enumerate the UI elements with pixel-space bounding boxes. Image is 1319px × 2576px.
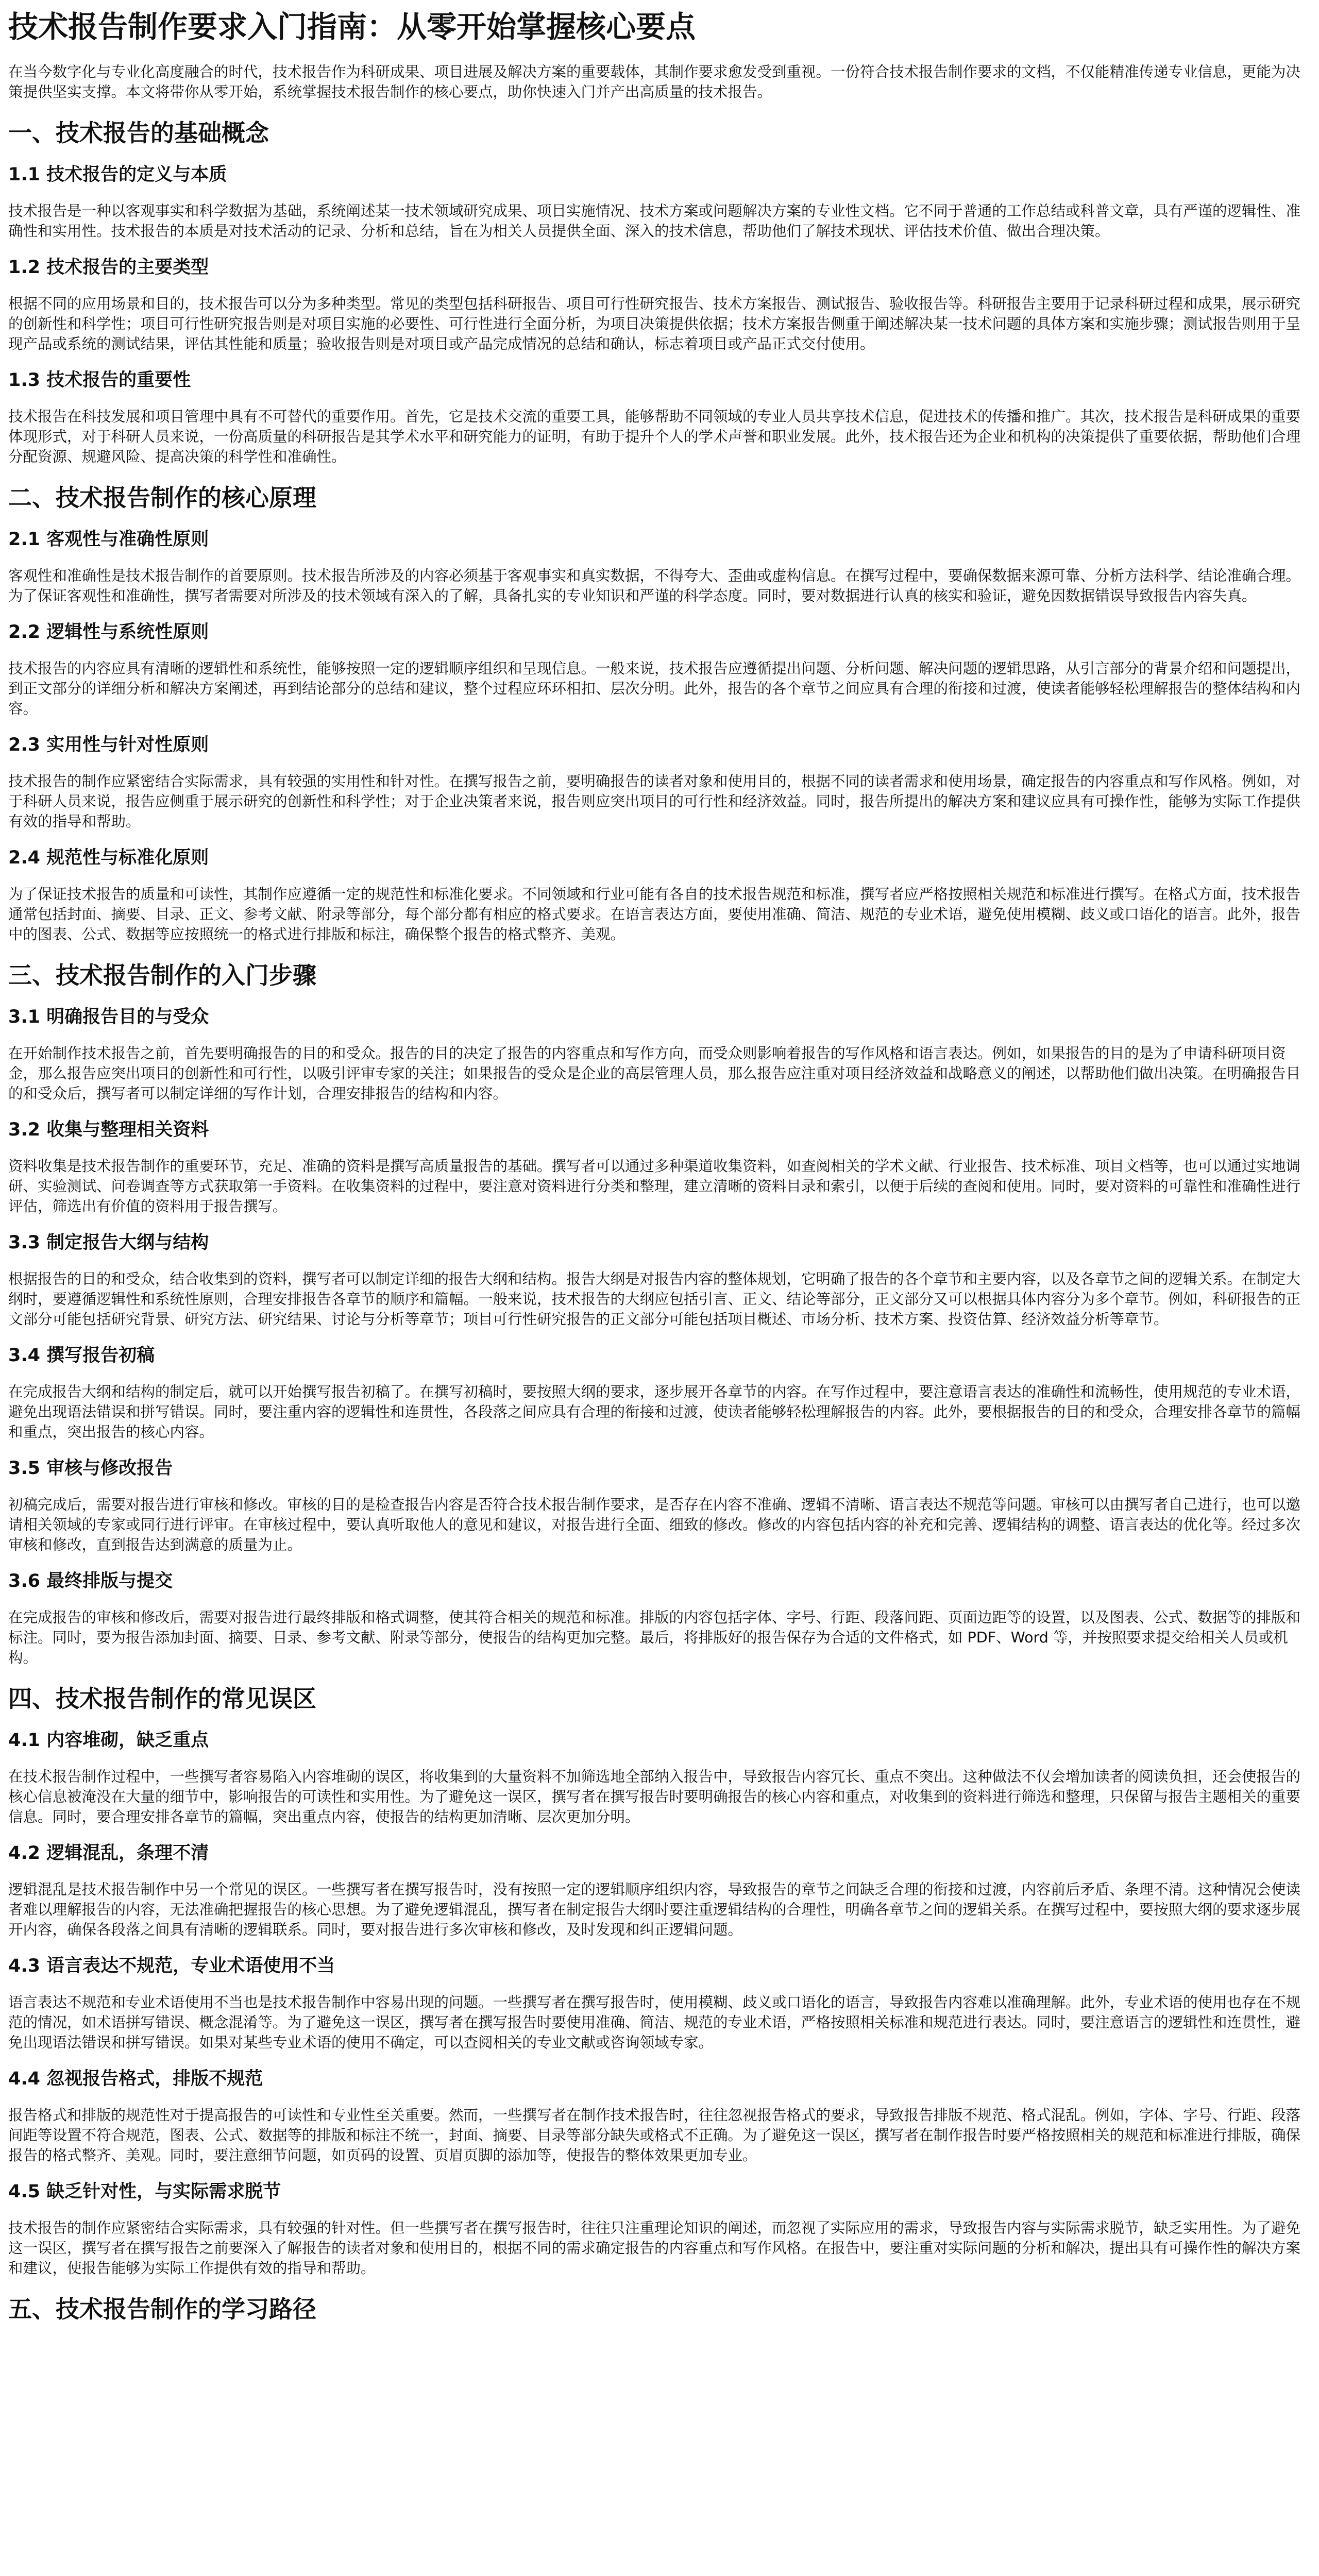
section-heading: 三、技术报告制作的入门步骤 xyxy=(8,961,316,989)
section-heading: 五、技术报告制作的学习路径 xyxy=(8,2295,316,2323)
subsection-heading: 1.1 技术报告的定义与本质 xyxy=(8,164,227,185)
subsection-heading: 2.4 规范性与标准化原则 xyxy=(8,848,209,868)
subsection-heading: 1.2 技术报告的主要类型 xyxy=(8,257,209,278)
subsection-heading: 4.2 逻辑混乱，条理不清 xyxy=(8,1843,209,1863)
subsection-paragraph: 报告格式和排版的规范性对于提高报告的可读性和专业性至关重要。然而，一些撰写者在制作技术报告时，往往忽视报告格式的要求，导致报告排版不规范、格式混乱。例如，字体、字号、行距、段落间距等设置不符合规范，图表、公式、数据等的排版和标注不统一，封面、摘要、目录等部分缺失或格式不正确。为了避免这一误区，撰写者在制作报告时要严格按照相关的规范和标准进行排版，确保报告的格式整齐、美观。同时，要注意细节问题，如页码的设置、页眉页脚的添加等，使报告的整体效果更加专业。 xyxy=(8,2107,1301,2164)
subsection-heading: 4.5 缺乏针对性，与实际需求脱节 xyxy=(8,2181,281,2202)
subsection-heading: 2.1 客观性与准确性原则 xyxy=(8,529,209,550)
subsection-paragraph: 技术报告是一种以客观事实和科学数据为基础，系统阐述某一技术领域研究成果、项目实施情况、技术方案或问题解决方案的专业性文档。它不同于普通的工作总结或科普文章，具有严谨的逻辑性、准确性和实用性。技术报告的本质是对技术活动的记录、分析和总结，旨在为相关人员提供全面、深入的技术信息，帮助他们了解技术现状、评估技术价值、做出合理决策。 xyxy=(8,202,1301,240)
section-heading: 二、技术报告制作的核心原理 xyxy=(8,484,316,512)
subsection-heading: 1.3 技术报告的重要性 xyxy=(8,370,191,391)
subsection-heading: 3.3 制定报告大纲与结构 xyxy=(8,1232,209,1253)
subsection-heading: 3.5 审核与修改报告 xyxy=(8,1458,173,1479)
subsection-paragraph: 客观性和准确性是技术报告制作的首要原则。技术报告所涉及的内容必须基于客观事实和真实数据，不得夸大、歪曲或虚构信息。在撰写过程中，要确保数据来源可靠、分析方法科学、结论准确合理。为了保证客观性和准确性，撰写者需要对所涉及的技术领域有深入的了解，具备扎实的专业知识和严谨的科学态度。同时，要对数据进行认真的核实和验证，避免因数据错误导致报告内容失真。 xyxy=(8,567,1301,604)
subsection-paragraph: 技术报告的制作应紧密结合实际需求，具有较强的针对性。但一些撰写者在撰写报告时，往往只注重理论知识的阐述，而忽视了实际应用的需求，导致报告内容与实际需求脱节，缺乏实用性。为了避免这一误区，撰写者在撰写报告之前要深入了解报告的读者对象和使用目的，根据不同的需求确定报告的内容重点和写作风格。在报告中，要注重对实际问题的分析和解决，提出具有可操作性的解决方案和建议，使报告能够为实际工作提供有效的指导和帮助。 xyxy=(8,2219,1301,2277)
subsection-paragraph: 在开始制作技术报告之前，首先要明确报告的目的和受众。报告的目的决定了报告的内容重点和写作方向，而受众则影响着报告的写作风格和语言表达。例如，如果报告的目的是为了申请科研项目资金，那么报告应突出项目的创新性和可行性，以吸引评审专家的关注；如果报告的受众是企业的高层管理人员，那么报告应注重对项目经济效益和战略意义的阐述，以帮助他们做出决策。在明确报告目的和受众后，撰写者可以制定详细的写作计划，合理安排报告的结构和内容。 xyxy=(8,1045,1301,1102)
subsection-paragraph: 在完成报告的审核和修改后，需要对报告进行最终排版和格式调整，使其符合相关的规范和标准。排版的内容包括字体、字号、行距、段落间距、页面边距等的设置，以及图表、公式、数据等的排版和标注。同时，要为报告添加封面、摘要、目录、参考文献、附录等部分，使报告的结构更加完整。最后，将排版好的报告保存为合适的文件格式，如 PDF、Word 等，并按照要求提交给相关人员或机构。 xyxy=(8,1609,1301,1666)
subsection-heading: 3.6 最终排版与提交 xyxy=(8,1571,173,1591)
subsection-heading: 3.1 明确报告目的与受众 xyxy=(8,1007,209,1027)
subsection-paragraph: 在技术报告制作过程中，一些撰写者容易陷入内容堆砌的误区，将收集到的大量资料不加筛选地全部纳入报告中，导致报告内容冗长、重点不突出。这种做法不仅会增加读者的阅读负担，还会使报告的核心信息被淹没在大量的细节中，影响报告的可读性和实用性。为了避免这一误区，撰写者在撰写报告时要明确报告的核心内容和重点，对收集到的资料进行筛选和整理，只保留与报告主题相关的重要信息。同时，要合理安排各章节的篇幅，突出重点内容，使报告的结构更加清晰、层次更加分明。 xyxy=(8,1768,1301,1825)
subsection-heading: 2.2 逻辑性与系统性原则 xyxy=(8,622,209,642)
subsection-heading: 2.3 实用性与针对性原则 xyxy=(8,735,209,755)
section-heading: 一、技术报告的基础概念 xyxy=(8,119,269,147)
section-heading: 四、技术报告制作的常见误区 xyxy=(8,1685,316,1713)
subsection-paragraph: 根据报告的目的和受众，结合收集到的资料，撰写者可以制定详细的报告大纲和结构。报告大纲是对报告内容的整体规划，它明确了报告的各个章节和主要内容，以及各章节之间的逻辑关系。在制定大纲时，要遵循逻辑性和系统性原则，合理安排报告各章节的顺序和篇幅。一般来说，技术报告的大纲应包括引言、正文、结论等部分，正文部分又可以根据具体内容分为多个章节。例如，科研报告的正文部分可能包括研究背景、研究方法、研究结果、讨论与分析等章节；项目可行性研究报告的正文部分可能包括项目概述、市场分析、技术方案、投资估算、经济效益分析等章节。 xyxy=(8,1270,1301,1328)
subsection-paragraph: 在完成报告大纲和结构的制定后，就可以开始撰写报告初稿了。在撰写初稿时，要按照大纲的要求，逐步展开各章节的内容。在写作过程中，要注意语言表达的准确性和流畅性，使用规范的专业术语，避免出现语法错误和拼写错误。同时，要注重内容的逻辑性和连贯性，各段落之间应具有合理的衔接和过渡，使读者能够轻松理解报告的内容。此外，要根据报告的目的和受众，合理安排各章节的篇幅和重点，突出报告的核心内容。 xyxy=(8,1383,1301,1440)
subsection-paragraph: 逻辑混乱是技术报告制作中另一个常见的误区。一些撰写者在撰写报告时，没有按照一定的逻辑顺序组织内容，导致报告的章节之间缺乏合理的衔接和过渡，内容前后矛盾、条理不清。这种情况会使读者难以理解报告的内容，无法准确把握报告的核心思想。为了避免逻辑混乱，撰写者在制定报告大纲时要注重逻辑结构的合理性，明确各章节之间的逻辑关系。在撰写过程中，要按照大纲的要求逐步展开内容，确保各段落之间具有清晰的逻辑联系。同时，要对报告进行多次审核和修改，及时发现和纠正逻辑问题。 xyxy=(8,1881,1301,1938)
subsection-heading: 4.3 语言表达不规范，专业术语使用不当 xyxy=(8,1956,335,1976)
page-title: 技术报告制作要求入门指南：从零开始掌握核心要点 xyxy=(8,9,696,44)
subsection-paragraph: 根据不同的应用场景和目的，技术报告可以分为多种类型。常见的类型包括科研报告、项目可行性研究报告、技术方案报告、测试报告、验收报告等。科研报告主要用于记录科研过程和成果，展示研究的创新性和科学性；项目可行性研究报告则是对项目实施的必要性、可行性进行全面分析，为项目决策提供依据；技术方案报告侧重于阐述解决某一技术问题的具体方案和实施步骤；测试报告则用于呈现产品或系统的测试结果，评估其性能和质量；验收报告则是对项目或产品完成情况的总结和确认，标志着项目或产品正式交付使用。 xyxy=(8,295,1301,352)
document-body xyxy=(8,117,1311,2325)
subsection-paragraph: 技术报告的制作应紧密结合实际需求，具有较强的实用性和针对性。在撰写报告之前，要明确报告的读者对象和使用目的，根据不同的读者需求和使用场景，确定报告的内容重点和写作风格。例如，对于科研人员来说，报告应侧重于展示研究的创新性和科学性；对于企业决策者来说，报告则应突出项目的可行性和经济效益。同时，报告所提出的解决方案和建议应具有可操作性，能够为实际工作提供有效的指导和帮助。 xyxy=(8,773,1301,830)
subsection-paragraph: 初稿完成后，需要对报告进行审核和修改。审核的目的是检查报告内容是否符合技术报告制作要求，是否存在内容不准确、逻辑不清晰、语言表达不规范等问题。审核可以由撰写者自己进行，也可以邀请相关领域的专家或同行进行评审。在审核过程中，要认真听取他人的意见和建议，对报告进行全面、细致的修改。修改的内容包括内容的补充和完善、逻辑结构的调整、语言表达的优化等。经过多次审核和修改，直到报告达到满意的质量为止。 xyxy=(8,1496,1301,1553)
intro-paragraph: 在当今数字化与专业化高度融合的时代，技术报告作为科研成果、项目进展及解决方案的重要载体，其制作要求愈发受到重视。一份符合技术报告制作要求的文档，不仅能精准传递专业信息，更能为决策提供坚实支撑。本文将带你从零开始，系统掌握技术报告制作的核心要点，助你快速入门并产出高质量的技术报告。 xyxy=(8,63,1301,100)
subsection-heading: 3.2 收集与整理相关资料 xyxy=(8,1120,209,1140)
subsection-heading: 4.1 内容堆砌，缺乏重点 xyxy=(8,1730,209,1751)
subsection-paragraph: 为了保证技术报告的质量和可读性，其制作应遵循一定的规范性和标准化要求。不同领域和行业可能有各自的技术报告规范和标准，撰写者应严格按照相关规范和标准进行撰写。在格式方面，技术报告通常包括封面、摘要、目录、正文、参考文献、附录等部分，每个部分都有相应的格式要求。在语言表达方面，要使用准确、简洁、规范的专业术语，避免使用模糊、歧义或口语化的语言。此外，报告中的图表、公式、数据等应按照统一的格式进行排版和标注，确保整个报告的格式整齐、美观。 xyxy=(8,886,1301,943)
subsection-paragraph: 技术报告在科技发展和项目管理中具有不可替代的重要作用。首先，它是技术交流的重要工具，能够帮助不同领域的专业人员共享技术信息，促进技术的传播和推广。其次，技术报告是科研成果的重要体现形式，对于科研人员来说，一份高质量的科研报告是其学术水平和研究能力的证明，有助于提升个人的学术声誉和职业发展。此外，技术报告还为企业和机构的决策提供了重要依据，帮助他们合理分配资源、规避风险、提高决策的科学性和准确性。 xyxy=(8,408,1301,465)
subsection-paragraph: 资料收集是技术报告制作的重要环节，充足、准确的资料是撰写高质量报告的基础。撰写者可以通过多种渠道收集资料，如查阅相关的学术文献、行业报告、技术标准、项目文档等，也可以通过实地调研、实验测试、问卷调查等方式获取第一手资料。在收集资料的过程中，要注意对资料进行分类和整理，建立清晰的资料目录和索引，以便于后续的查阅和使用。同时，要对资料的可靠性和准确性进行评估，筛选出有价值的资料用于报告撰写。 xyxy=(8,1158,1301,1215)
subsection-paragraph: 技术报告的内容应具有清晰的逻辑性和系统性，能够按照一定的逻辑顺序组织和呈现信息。一般来说，技术报告应遵循提出问题、分析问题、解决问题的逻辑思路，从引言部分的背景介绍和问题提出，到正文部分的详细分析和解决方案阐述，再到结论部分的总结和建议，整个过程应环环相扣、层次分明。此外，报告的各个章节之间应具有合理的衔接和过渡，使读者能够轻松理解报告的整体结构和内容。 xyxy=(8,660,1301,717)
subsection-heading: 4.4 忽视报告格式，排版不规范 xyxy=(8,2069,263,2089)
subsection-paragraph: 语言表达不规范和专业术语使用不当也是技术报告制作中容易出现的问题。一些撰写者在撰写报告时，使用模糊、歧义或口语化的语言，导致报告内容难以准确理解。此外，专业术语的使用也存在不规范的情况，如术语拼写错误、概念混淆等。为了避免这一误区，撰写者在撰写报告时要使用准确、简洁、规范的专业术语，严格按照相关标准和规范进行表达。同时，要注意语言的逻辑性和连贯性，避免出现语法错误和拼写错误。如果对某些专业术语的使用不确定，可以查阅相关的专业文献或咨询领域专家。 xyxy=(8,1994,1301,2051)
subsection-heading: 3.4 撰写报告初稿 xyxy=(8,1345,155,1366)
